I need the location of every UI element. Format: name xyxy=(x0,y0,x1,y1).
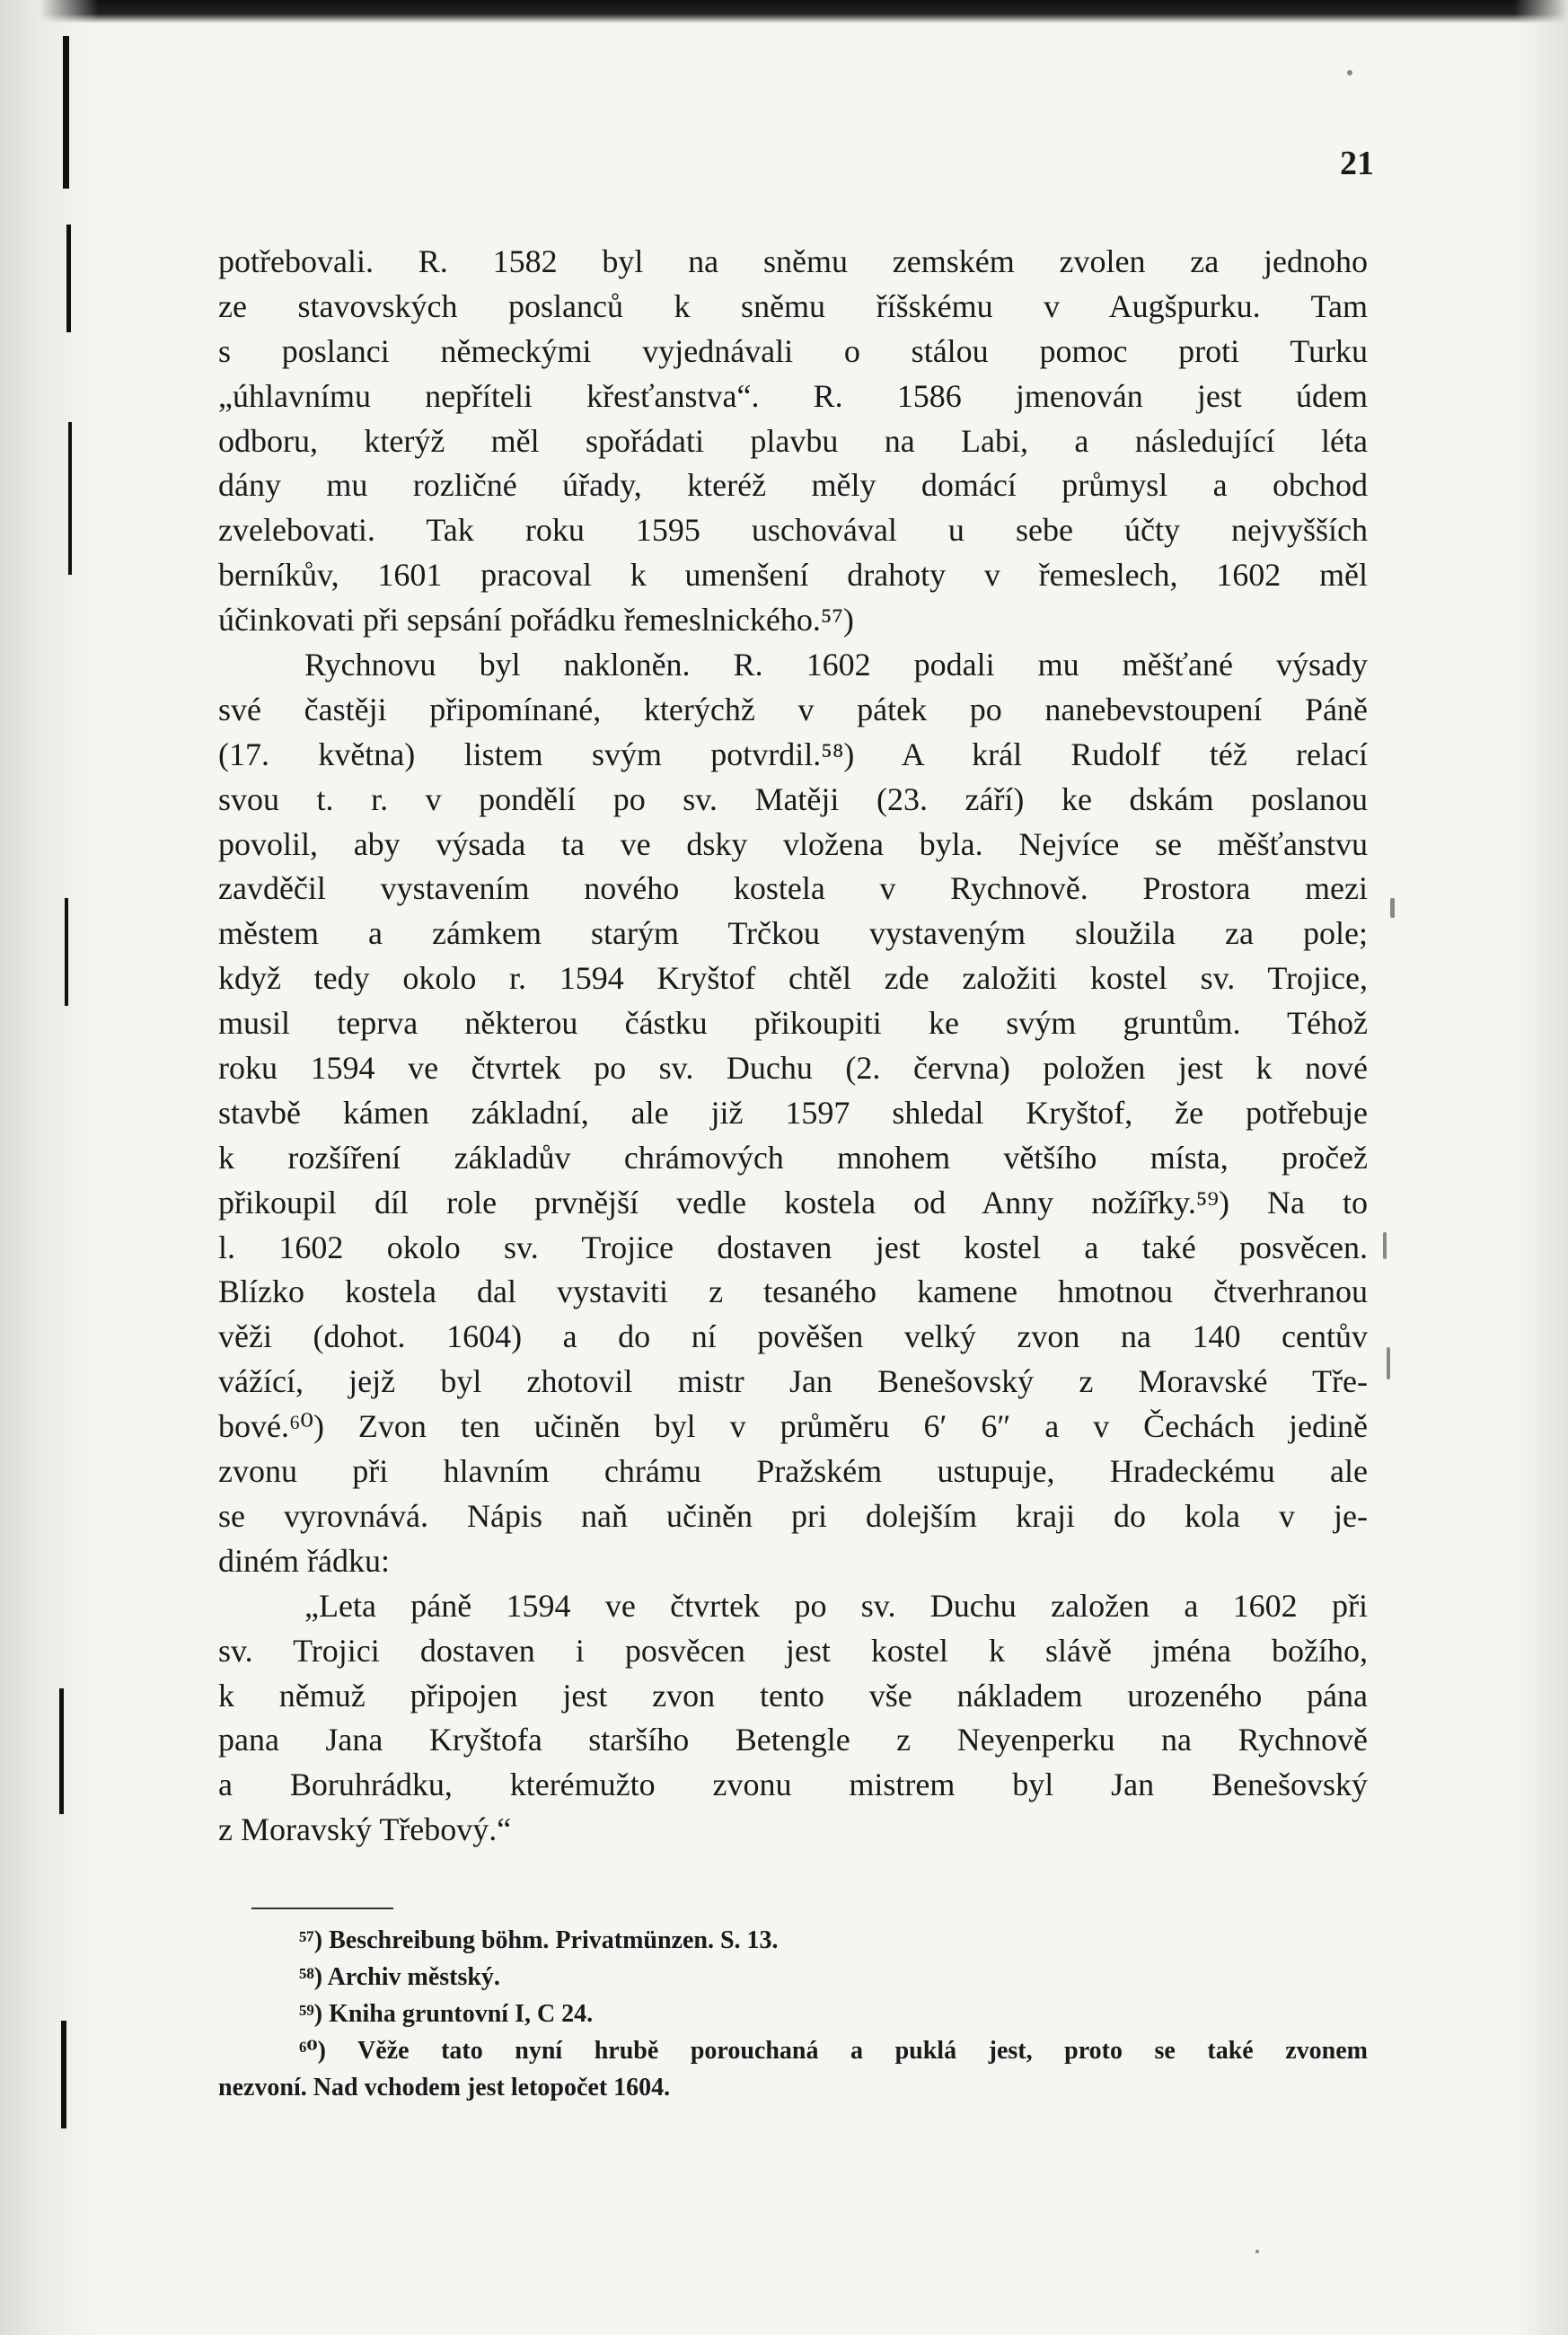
footnote-line: ⁵⁹) Kniha gruntovní I, C 24. xyxy=(299,2000,594,2028)
page-number: 21 xyxy=(1340,145,1374,182)
text-line: účinkovati při sepsání pořádku řemeslnického.⁵⁷) xyxy=(218,602,854,639)
scan-top-shadow xyxy=(0,0,1568,23)
text-line: k rozšíření základův chrámových mnohem většího místa, pročež xyxy=(218,1139,1368,1176)
footnote-line: nezvoní. Nad vchodem jest letopočet 1604. xyxy=(218,2074,671,2102)
binding-mark xyxy=(63,36,69,189)
footnote-line: ⁶⁰) Věže tato nyní hrubě porouchaná a puklá jest, proto se také zvonem xyxy=(299,2037,1368,2065)
text-line: zvelebovati. Tak roku 1595 uschovával u sebe účty nejvyšších xyxy=(218,512,1368,549)
scan-speck xyxy=(1383,1232,1387,1259)
text-line: se vyrovnává. Nápis naň učiněn pri dolejším kraji do kola v je- xyxy=(218,1497,1368,1534)
binding-mark xyxy=(68,422,72,575)
text-line: s poslanci německými vyjednávali o stálou pomoc proti Turku xyxy=(218,332,1368,369)
text-line: potřebovali. R. 1582 byl na sněmu zemském zvolen za jednoho xyxy=(218,243,1368,279)
text-line: odboru, kterýž měl spořádati plavbu na Labi, a následující léta xyxy=(218,422,1368,459)
footnote-separator xyxy=(251,1908,393,1909)
footnote-line: ⁵⁸) Archiv městský. xyxy=(299,1963,500,1991)
scan-speck xyxy=(1347,70,1352,75)
text-line: sv. Trojici dostaven i posvěcen jest kostel k slávě jména božího, xyxy=(218,1632,1368,1669)
text-line: roku 1594 ve čtvrtek po sv. Duchu (2. června) položen jest k nové xyxy=(218,1050,1368,1087)
text-line: Blízko kostela dal vystaviti z tesaného kamene hmotnou čtverhranou xyxy=(218,1273,1368,1310)
text-line: (17. května) listem svým potvrdil.⁵⁸) A král Rudolf též relací xyxy=(218,736,1368,772)
text-line: l. 1602 okolo sv. Trojice dostaven jest kostel a také posvěcen. xyxy=(218,1229,1368,1265)
text-line: dány mu rozličné úřady, kteréž měly domácí průmysl a obchod xyxy=(218,467,1368,504)
text-line: zvonu při hlavním chrámu Pražském ustupuje, Hradeckému ale xyxy=(218,1453,1368,1490)
text-line: vážící, jejž byl zhotovil mistr Jan Benešovský z Moravské Tře- xyxy=(218,1363,1368,1400)
text-line: z Moravský Třebový.“ xyxy=(218,1811,512,1848)
text-line: městem a zámkem starým Trčkou vystaveným sloužila za pole; xyxy=(218,915,1368,952)
scan-right-edge xyxy=(1514,0,1568,2335)
text-line: když tedy okolo r. 1594 Kryštof chtěl zde založiti kostel sv. Trojice, xyxy=(218,960,1368,997)
text-line: pana Jana Kryštofa staršího Betengle z Neyenperku na Rychnově xyxy=(218,1722,1368,1758)
text-line: berníkův, 1601 pracoval k umenšení drahoty v řemeslech, 1602 měl xyxy=(218,557,1368,594)
text-line: stavbě kámen základní, ale již 1597 shledal Kryštof, že potřebuje xyxy=(218,1094,1368,1131)
text-line: Rychnovu byl nakloněn. R. 1602 podali mu měšťané výsady xyxy=(304,647,1368,683)
text-line: „úhlavnímu nepříteli křesťanstva“. R. 1586 jmenován jest údem xyxy=(218,377,1368,414)
body-text xyxy=(218,240,1368,1853)
text-line: k němuž připojen jest zvon tento vše nákladem urozeného pána xyxy=(218,1677,1368,1714)
binding-mark xyxy=(66,225,71,332)
text-line: diném řádku: xyxy=(218,1542,390,1579)
text-line: bové.⁶⁰) Zvon ten učiněn byl v průměru 6′ 6″ a v Čechách jedině xyxy=(218,1408,1368,1445)
scan-speck xyxy=(1390,898,1395,918)
scan-speck xyxy=(1387,1347,1390,1379)
binding-mark xyxy=(65,898,68,1006)
text-line: zavděčil vystavením nového kostela v Rychnově. Prostora mezi xyxy=(218,870,1368,907)
text-line: povolil, aby výsada ta ve dsky vložena byla. Nejvíce se měšťanstvu xyxy=(218,825,1368,862)
footnote-line: ⁵⁷) Beschreibung böhm. Privatmünzen. S. 13. xyxy=(299,1926,779,1954)
text-line: „Leta páně 1594 ve čtvrtek po sv. Duchu založen a 1602 při xyxy=(304,1587,1368,1624)
binding-mark xyxy=(61,2021,66,2128)
text-line: ze stavovských poslanců k sněmu říšskému v Augšpurku. Tam xyxy=(218,287,1368,324)
scan-speck xyxy=(1255,2250,1259,2253)
scan-left-gutter xyxy=(0,0,99,2335)
text-line: svou t. r. v pondělí po sv. Matěji (23. září) ke dskám poslanou xyxy=(218,780,1368,817)
text-line: věži (dohot. 1604) a do ní pověšen velký zvon na 140 centův xyxy=(218,1318,1368,1355)
footnotes xyxy=(218,1922,1368,2106)
text-line: přikoupil díl role prvnější vedle kostela od Anny nožířky.⁵⁹) Na to xyxy=(218,1184,1368,1220)
binding-mark xyxy=(59,1688,64,1814)
text-line: a Boruhrádku, kterémužto zvonu mistrem byl Jan Benešovský xyxy=(218,1767,1368,1803)
text-line: musil teprva některou částku přikoupiti ke svým gruntům. Téhož xyxy=(218,1005,1368,1042)
text-line: své častěji připomínané, kterýchž v pátek po nanebevstoupení Páně xyxy=(218,691,1368,727)
